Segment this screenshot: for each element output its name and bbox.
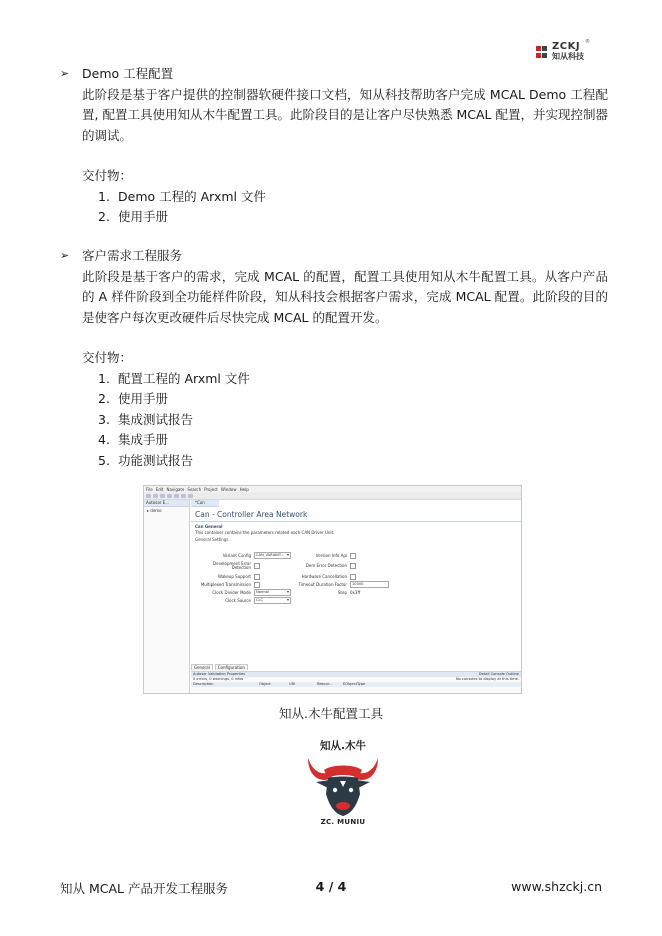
toolbar-icon bbox=[160, 494, 165, 498]
page-number: 4 / 4 bbox=[315, 879, 347, 894]
subtab: General bbox=[191, 664, 213, 670]
list-item: 5. 功能测试报告 bbox=[98, 452, 194, 468]
field-row: Timeout Duration Factor 10000 bbox=[291, 581, 389, 588]
editor-subtabs bbox=[191, 664, 248, 670]
section-demo-config bbox=[60, 64, 608, 228]
footer-website-link[interactable]: www.shzckj.cn bbox=[511, 879, 602, 894]
muniu-logo-title: 知从.木牛 bbox=[320, 740, 366, 752]
explorer-panel bbox=[144, 500, 190, 693]
config-tool-screenshot bbox=[143, 485, 522, 694]
field-row: Clock Source CLC ▾ bbox=[195, 597, 291, 604]
logo-chinese-text: 知从科技 bbox=[552, 52, 584, 61]
editor-tab: *Can bbox=[191, 500, 219, 507]
status-row: 0 errors, 0 warnings, 0 infos No consoles to display at this time. bbox=[193, 677, 519, 681]
toolbar bbox=[144, 492, 521, 500]
menu-item: Project bbox=[204, 486, 218, 492]
checkbox bbox=[254, 574, 260, 580]
checkbox bbox=[350, 553, 356, 559]
toolbar-icon bbox=[153, 494, 158, 498]
editor-section-desc: This container contains the parameters related each CAN Driver Unit. bbox=[195, 530, 335, 535]
deliverables-list bbox=[98, 369, 608, 472]
company-logo-icon bbox=[535, 44, 549, 60]
table-header: Description Object URI Resour... EObjectType bbox=[191, 682, 521, 687]
checkbox bbox=[350, 563, 356, 569]
field-row: Development Error Detection bbox=[195, 561, 260, 571]
field-row: Clock Divider Mode Normal ▾ bbox=[195, 589, 291, 596]
list-item: 2. 使用手册 bbox=[98, 391, 169, 406]
explorer-tab: Autosar E... bbox=[144, 500, 189, 507]
muniu-logo-subtitle: ZC. MUNIU bbox=[320, 818, 366, 826]
menu-item: File bbox=[146, 486, 153, 492]
timeout-input: 10000 bbox=[350, 581, 389, 588]
deliverables-list bbox=[98, 187, 608, 228]
toolbar-icon bbox=[146, 494, 151, 498]
list-item: 2. 使用手册 bbox=[98, 209, 169, 224]
menu-item: Search bbox=[187, 486, 202, 492]
section-title: Demo 工程配置 bbox=[82, 66, 174, 81]
bottom-panel bbox=[191, 671, 521, 693]
checkbox bbox=[254, 563, 260, 569]
muniu-logo bbox=[300, 738, 386, 834]
list-item: 1. 配置工程的 Arxml 文件 bbox=[98, 370, 250, 386]
step-value: 0x3ff bbox=[350, 590, 361, 595]
deliverables-title: 交付物： bbox=[82, 350, 133, 365]
figure-caption: 知从.木牛配置工具 bbox=[279, 706, 383, 721]
menu-item: Help bbox=[239, 486, 249, 492]
menu-item: Navigate bbox=[166, 486, 185, 492]
list-item: 1. Demo 工程的 Arxml 文件 bbox=[98, 188, 266, 204]
menu-item: Edit bbox=[155, 486, 164, 492]
bottom-tabs: Autosar Validation Properties Detail Console Outline bbox=[193, 672, 519, 676]
field-row: Variant Config CAN_VARIANT... ▾ bbox=[195, 552, 291, 559]
editor-title: Can - Controller Area Network bbox=[191, 507, 521, 522]
subtab: Configuration bbox=[215, 664, 248, 670]
logo-english-text: ZCKJ bbox=[552, 41, 581, 52]
variant-config-select: CAN_VARIANT... ▾ bbox=[254, 552, 291, 559]
registered-mark: ® bbox=[585, 39, 590, 45]
clock-divider-select: Normal ▾ bbox=[254, 589, 291, 596]
checkbox bbox=[254, 582, 260, 588]
toolbar-icon bbox=[181, 494, 186, 498]
field-row: Multiplexed Transmission bbox=[195, 581, 260, 588]
arrow-bullet-icon: ➢ bbox=[60, 67, 70, 80]
footer-title: 知从 MCAL 产品开发工程服务 bbox=[60, 881, 228, 896]
toolbar-icon bbox=[188, 494, 193, 498]
tree-item-demo: ▸ demo bbox=[147, 508, 162, 513]
field-row: Wakeup Support bbox=[195, 573, 260, 580]
arrow-bullet-icon: ➢ bbox=[60, 249, 70, 262]
checkbox bbox=[350, 574, 356, 580]
field-row: Hardware Cancellation bbox=[291, 573, 356, 580]
bull-head-logo-icon bbox=[306, 754, 380, 818]
field-row: Step 0x3ff bbox=[337, 589, 361, 595]
section-paragraph: 此阶段是基于客户提供的控制器软硬件接口文档，知从科技帮助客户完成 MCAL Demo 工程配置, 配置工具使用知从木牛配置工具。此阶段目的是让客户尽快熟悉 MCAL 配置，并实现控制器的调试。 bbox=[82, 86, 608, 143]
clock-source-select: CLC ▾ bbox=[254, 597, 291, 604]
field-row: Dem Error Detection bbox=[291, 562, 356, 569]
menu-item: Window bbox=[220, 486, 237, 492]
editor-group-label: General Settings bbox=[195, 537, 229, 542]
list-item: 4. 集成手册 bbox=[98, 432, 169, 447]
section-customer-service bbox=[60, 246, 608, 471]
deliverables-title: 交付物： bbox=[82, 168, 133, 183]
field-row: Version Info Api bbox=[291, 552, 356, 559]
editor-panel bbox=[191, 500, 521, 672]
toolbar-icon bbox=[174, 494, 179, 498]
toolbar-icon bbox=[167, 494, 172, 498]
section-title: 客户需求工程服务 bbox=[82, 248, 183, 263]
company-logo bbox=[535, 39, 590, 61]
section-paragraph: 此阶段是基于客户的需求，完成 MCAL 的配置，配置工具使用知从木牛配置工具。从客户产品的 A 样件阶段到全功能样件阶段，知从科技会根据客户需求，完成 MCAL 配置。此阶段的目的是使客户每次更改硬件后尽快完成 MCAL 的配置开发。 bbox=[82, 268, 608, 325]
editor-section-title: Can General bbox=[195, 524, 223, 529]
list-item: 3. 集成测试报告 bbox=[98, 411, 194, 427]
